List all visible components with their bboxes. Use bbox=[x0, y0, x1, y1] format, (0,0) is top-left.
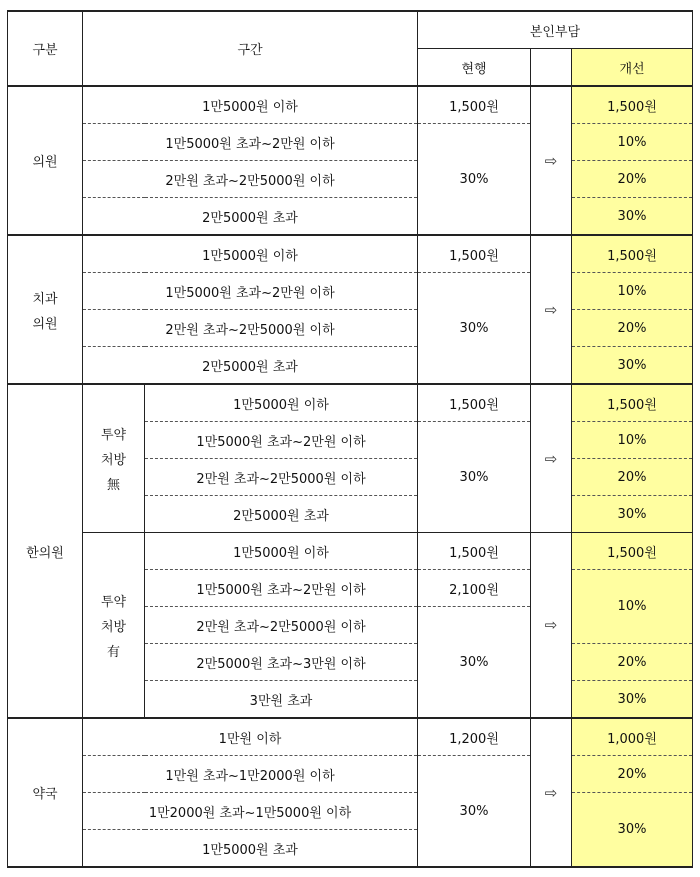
range-cell: 2만5000원 초과 bbox=[83, 347, 418, 385]
range-cell: 1만5000원 이하 bbox=[145, 533, 418, 570]
category-clinic: 의원 bbox=[8, 86, 83, 235]
category-pharmacy: 약국 bbox=[8, 718, 83, 867]
range-cell: 1만2000원 초과~1만5000원 이하 bbox=[83, 793, 418, 830]
subcategory-no-rx bbox=[83, 384, 145, 533]
category-oriental: 한의원 bbox=[8, 384, 83, 718]
current-cell: 30% bbox=[418, 756, 531, 868]
improved-cell: 20% bbox=[572, 310, 693, 347]
copay-table-container bbox=[7, 10, 693, 868]
improved-cell: 1,000원 bbox=[572, 718, 693, 756]
range-cell: 2만5000원 초과~3만원 이하 bbox=[145, 644, 418, 681]
no-rx-line2: 처방 bbox=[100, 453, 127, 468]
improved-cell: 10% bbox=[572, 124, 693, 161]
range-cell: 2만원 초과~2만5000원 이하 bbox=[83, 310, 418, 347]
improved-cell: 10% bbox=[572, 422, 693, 459]
with-rx-line3: 有 bbox=[106, 644, 120, 660]
header-current: 현행 bbox=[418, 49, 531, 87]
range-cell: 2만5000원 초과 bbox=[83, 198, 418, 236]
improved-cell: 20% bbox=[572, 756, 693, 793]
improved-cell: 1,500원 bbox=[572, 384, 693, 422]
current-cell: 30% bbox=[418, 422, 531, 533]
range-cell: 1만5000원 초과~2만원 이하 bbox=[145, 570, 418, 607]
header-burden: 본인부담 bbox=[418, 11, 693, 49]
no-rx-line1: 투약 bbox=[100, 428, 127, 443]
range-cell: 3만원 초과 bbox=[145, 681, 418, 719]
range-cell: 1만원 초과~1만2000원 이하 bbox=[83, 756, 418, 793]
current-cell: 1,200원 bbox=[418, 718, 531, 756]
improved-cell: 20% bbox=[572, 161, 693, 198]
current-cell: 1,500원 bbox=[418, 384, 531, 422]
range-cell: 1만원 이하 bbox=[83, 718, 418, 756]
range-cell: 2만원 초과~2만5000원 이하 bbox=[145, 607, 418, 644]
header-range: 구간 bbox=[83, 11, 418, 86]
improved-cell: 1,500원 bbox=[572, 235, 693, 273]
arrow-icon: ⇨ bbox=[531, 533, 572, 719]
improved-cell: 20% bbox=[572, 644, 693, 681]
current-cell: 30% bbox=[418, 124, 531, 236]
header-category: 구분 bbox=[8, 11, 83, 86]
current-cell: 1,500원 bbox=[418, 86, 531, 124]
arrow-icon: ⇨ bbox=[531, 718, 572, 867]
no-rx-line3: 無 bbox=[106, 478, 120, 493]
range-cell: 2만원 초과~2만5000원 이하 bbox=[145, 459, 418, 496]
improved-cell: 30% bbox=[572, 347, 693, 385]
range-cell: 1만5000원 이하 bbox=[83, 235, 418, 273]
range-cell: 1만5000원 초과~2만원 이하 bbox=[83, 124, 418, 161]
category-dental-line1: 치과 bbox=[32, 291, 58, 307]
improved-cell: 20% bbox=[572, 459, 693, 496]
header-improved: 개선 bbox=[572, 49, 693, 87]
range-cell: 1만5000원 초과 bbox=[83, 830, 418, 868]
category-dental-line2: 의원 bbox=[32, 316, 58, 332]
arrow-icon: ⇨ bbox=[531, 384, 572, 533]
copay-table bbox=[7, 10, 693, 868]
improved-cell: 30% bbox=[572, 496, 693, 533]
arrow-icon: ⇨ bbox=[531, 86, 572, 235]
current-cell: 30% bbox=[418, 607, 531, 719]
range-cell: 2만원 초과~2만5000원 이하 bbox=[83, 161, 418, 198]
arrow-icon: ⇨ bbox=[531, 235, 572, 384]
with-rx-line2: 처방 bbox=[100, 619, 127, 635]
improved-cell: 30% bbox=[572, 681, 693, 719]
improved-cell: 30% bbox=[572, 793, 693, 868]
range-cell: 1만5000원 이하 bbox=[145, 384, 418, 422]
header-spacer bbox=[531, 49, 572, 87]
range-cell: 1만5000원 초과~2만원 이하 bbox=[83, 273, 418, 310]
current-cell: 1,500원 bbox=[418, 533, 531, 570]
current-cell: 2,100원 bbox=[418, 570, 531, 607]
improved-cell: 1,500원 bbox=[572, 86, 693, 124]
category-dental bbox=[8, 235, 83, 384]
current-cell: 1,500원 bbox=[418, 235, 531, 273]
improved-cell: 30% bbox=[572, 198, 693, 236]
improved-cell: 10% bbox=[572, 570, 693, 644]
with-rx-line1: 투약 bbox=[100, 594, 127, 610]
range-cell: 1만5000원 이하 bbox=[83, 86, 418, 124]
range-cell: 1만5000원 초과~2만원 이하 bbox=[145, 422, 418, 459]
improved-cell: 10% bbox=[572, 273, 693, 310]
range-cell: 2만5000원 초과 bbox=[145, 496, 418, 533]
subcategory-with-rx bbox=[83, 533, 145, 719]
current-cell: 30% bbox=[418, 273, 531, 385]
improved-cell: 1,500원 bbox=[572, 533, 693, 570]
